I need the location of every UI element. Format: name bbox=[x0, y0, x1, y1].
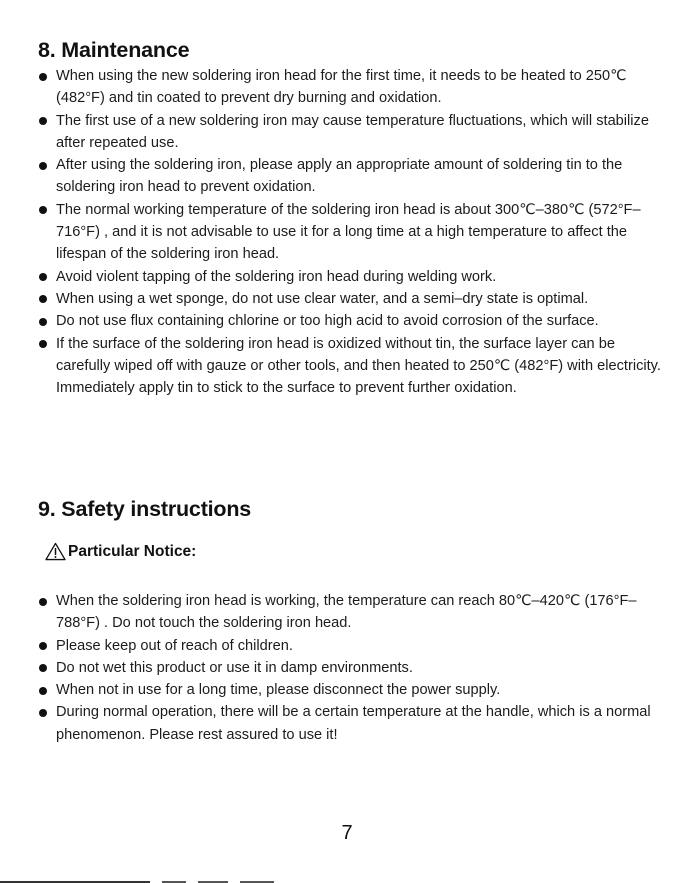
safety-item: When the soldering iron head is working, the temperature can reach 80℃–420℃ (176°F–788°F) . Do not touch the soldering iron head. bbox=[38, 590, 662, 635]
particular-notice bbox=[45, 542, 196, 561]
footer-mark bbox=[240, 881, 274, 883]
maintenance-item: The normal working temperature of the soldering iron head is about 300℃–380℃ (572°F–716°F) , and it is not advisable to use it for a long time at a high temperature to affect the lifespan of the soldering iron head. bbox=[38, 199, 662, 266]
maintenance-item: After using the soldering iron, please apply an appropriate amount of soldering tin to the soldering iron head to prevent oxidation. bbox=[38, 154, 662, 199]
maintenance-item: Do not use flux containing chlorine or too high acid to avoid corrosion of the surface. bbox=[38, 310, 662, 332]
notice-label: Particular Notice: bbox=[68, 542, 197, 560]
safety-list bbox=[38, 590, 662, 746]
footer-rule bbox=[0, 881, 150, 883]
footer-mark bbox=[198, 881, 228, 883]
footer-mark bbox=[162, 881, 186, 883]
page-number: 7 bbox=[341, 822, 353, 844]
maintenance-item: Avoid violent tapping of the soldering iron head during welding work. bbox=[38, 266, 662, 288]
safety-item: Please keep out of reach of children. bbox=[38, 635, 662, 657]
maintenance-list bbox=[38, 65, 662, 399]
safety-item: Do not wet this product or use it in damp environments. bbox=[38, 657, 662, 679]
maintenance-heading: 8. Maintenance bbox=[38, 38, 190, 62]
safety-heading: 9. Safety instructions bbox=[38, 497, 252, 521]
maintenance-item: When using the new soldering iron head for the first time, it needs to be heated to 250℃ (482°F) and tin coated to prevent dry burning and oxidation. bbox=[38, 65, 662, 110]
maintenance-item: When using a wet sponge, do not use clear water, and a semi–dry state is optimal. bbox=[38, 288, 662, 310]
safety-item: When not in use for a long time, please disconnect the power supply. bbox=[38, 679, 662, 701]
warning-triangle-icon bbox=[45, 542, 66, 561]
safety-item: During normal operation, there will be a certain temperature at the handle, which is a normal phenomenon. Please rest assured to use it! bbox=[38, 701, 662, 746]
maintenance-item: The first use of a new soldering iron may cause temperature fluctuations, which will stabilize after repeated use. bbox=[38, 110, 662, 155]
maintenance-item: If the surface of the soldering iron head is oxidized without tin, the surface layer can be carefully wiped off with gauze or other tools, and then heated to 250℃ (482°F) with electricity. Immediately apply tin to stick to the surface to prevent further oxidation. bbox=[38, 333, 662, 400]
